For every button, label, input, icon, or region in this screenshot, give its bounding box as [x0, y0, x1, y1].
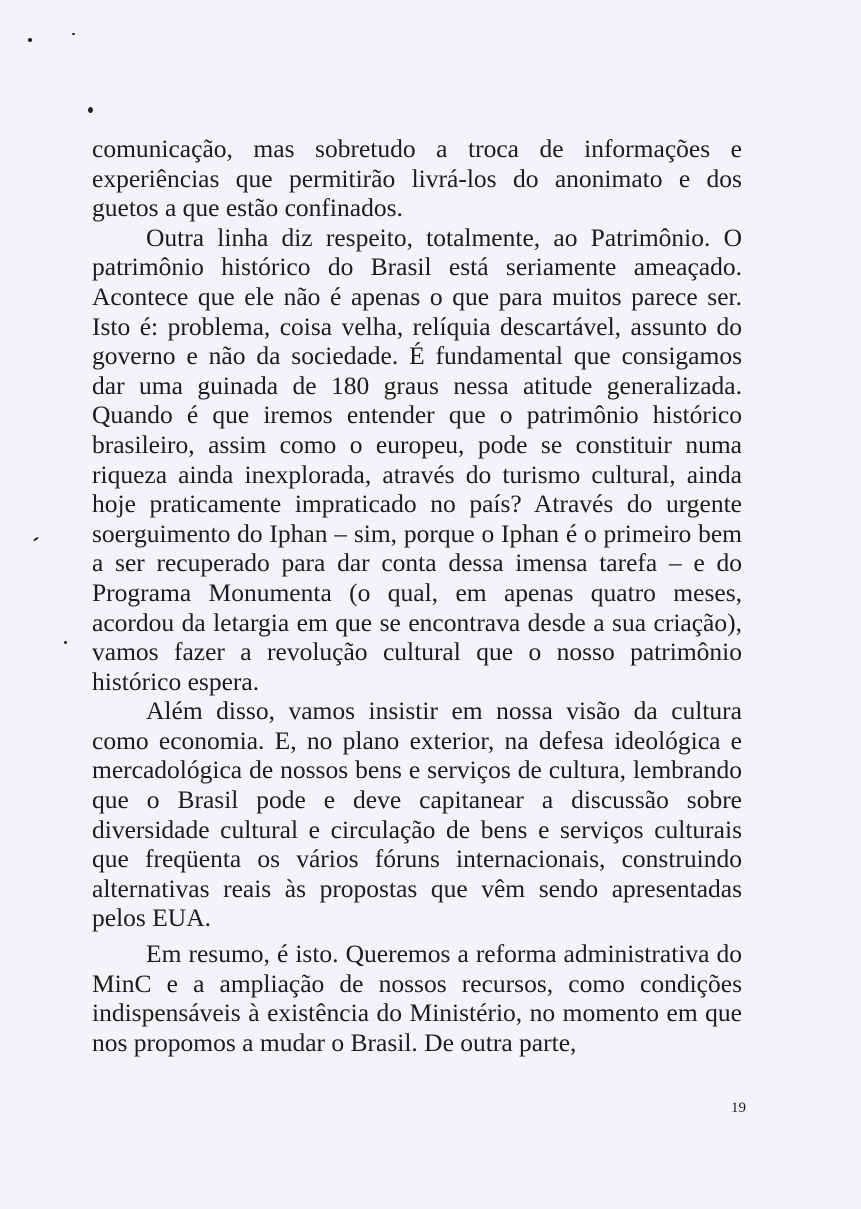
scan-speck: [33, 536, 39, 541]
scan-speck: [28, 38, 32, 42]
body-text: [92, 134, 742, 1057]
paragraph-1: comunicação, mas sobretudo a troca de informações e experiências que permitirão livrá-los do anonimato e dos guetos a que estão confinados.: [92, 134, 742, 223]
scan-speck: [88, 107, 93, 113]
paragraph-4: Em resumo, é isto. Queremos a reforma administrativa do MinC e a ampliação de nossos recursos, como condições indispensáveis à existência do Ministério, no momento em que nos propomos a mudar o Brasil. De outra parte,: [92, 939, 742, 1057]
scan-speck: [72, 33, 75, 35]
paragraph-3: Além disso, vamos insistir em nossa visão da cultura como economia. E, no plano exterior, na defesa ideológica e mercadológica de nossos bens e serviços de cultura, lembrando que o Brasil pode e deve capitanear a discussão sobre diversidade cultural e circulação de bens e serviços culturais que freqüenta os vários fóruns internacionais, construindo alternativas reais às propostas que vêm sendo apresentadas pelos EUA.: [92, 696, 742, 933]
scan-speck: [64, 641, 67, 644]
page-number: 19: [731, 1100, 746, 1116]
paragraph-2: Outra linha diz respeito, totalmente, ao Patrimônio. O patrimônio histórico do Brasil está seriamente ameaçado. Acontece que ele não é apenas o que para muitos parece ser. Isto é: problema, coisa velha, relíquia descartável, assunto do governo e não da sociedade. É fundamental que consigamos dar uma guinada de 180 graus nessa atitude generalizada. Quando é que iremos entender que o patrimônio histórico brasileiro, assim como o europeu, pode se constituir numa riqueza ainda inexplorada, através do turismo cultural, ainda hoje praticamente impraticado no país? Através do urgente soerguimento do Iphan – sim, porque o Iphan é o primeiro bem a ser recuperado para dar conta dessa imensa tarefa – e do Programa Monumenta (o qual, em apenas quatro meses, acordou da letargia em que se encontrava desde a sua criação), vamos fazer a revolução cultural que o nosso patrimônio histórico espera.: [92, 222, 742, 696]
